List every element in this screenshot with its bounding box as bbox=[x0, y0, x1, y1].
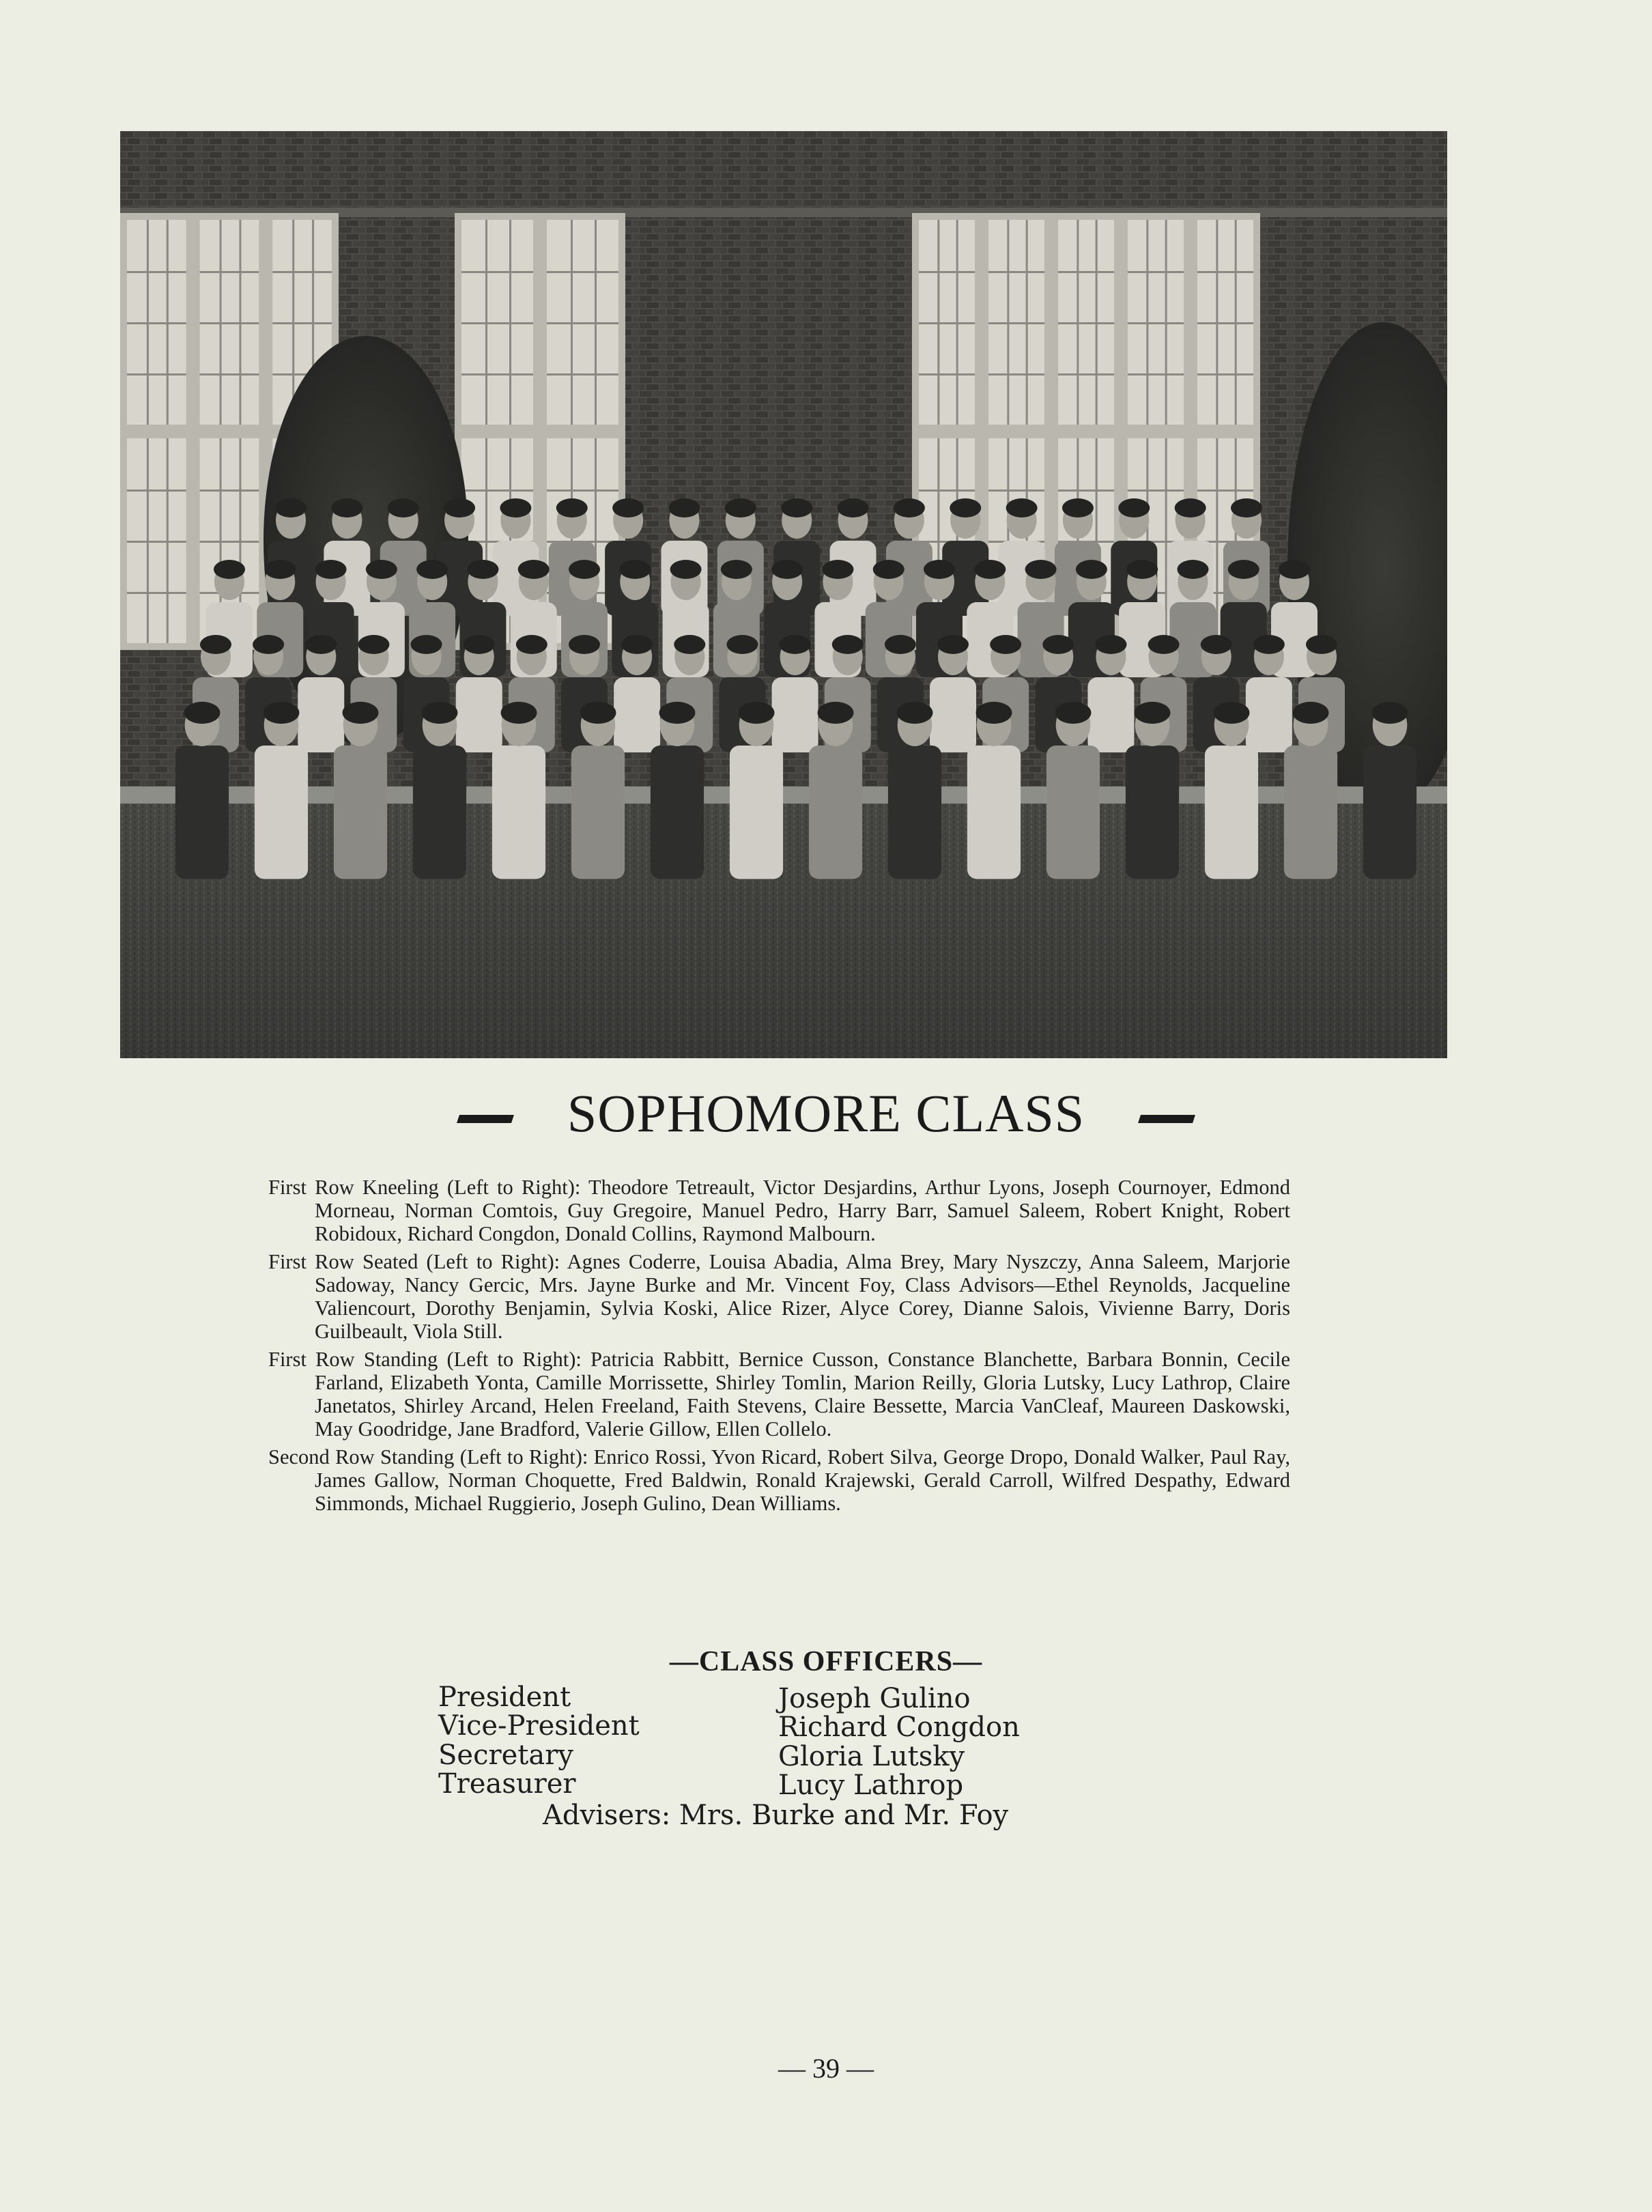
caption-first-row-kneeling: First Row Kneeling (Left to Right): Theodore Tetreault, Victor Desjardins, Arthur Lyons, Joseph Cournoyer, Edmond Morneau, Norman Comtois, Guy Gregoire, Manuel Pedro, Harry Barr, Samuel Saleem, Robert Knight, Robert Robidoux, Richard Congdon, Donald Collins, Raymond Malbourn. bbox=[268, 1176, 1290, 1245]
officer-role: Secretary bbox=[438, 1740, 573, 1771]
class-advisers: Advisers: Mrs. Burke and Mr. Foy bbox=[543, 1800, 1009, 1831]
class-photograph bbox=[120, 131, 1447, 1058]
officer-role: Treasurer bbox=[438, 1768, 576, 1800]
officer-name: Lucy Lathrop bbox=[778, 1770, 964, 1801]
officer-role: Vice-President bbox=[438, 1710, 640, 1742]
photo-caption bbox=[268, 1176, 1290, 1520]
title-dash-right bbox=[1138, 1115, 1195, 1123]
title-dash-left bbox=[457, 1115, 514, 1123]
officer-name: Joseph Gulino bbox=[778, 1683, 971, 1714]
caption-first-row-standing: First Row Standing (Left to Right): Patricia Rabbitt, Bernice Cusson, Constance Blanchette, Barbara Bonnin, Cecile Farland, Elizabeth Yonta, Camille Morrissette, Shirley Tomlin, Marion Reilly, Gloria Lutsky, Lucy Lathrop, Claire Janetatos, Shirley Arcand, Helen Freeland, Faith Stevens, Claire Bessette, Marcia VanCleaf, Maureen Daskowski, May Goodridge, Jane Bradford, Valerie Gillow, Ellen Collelo. bbox=[268, 1348, 1290, 1441]
officer-role: President bbox=[438, 1682, 571, 1713]
caption-second-row-standing: Second Row Standing (Left to Right): Enrico Rossi, Yvon Ricard, Robert Silva, George Dropo, Donald Walker, Paul Ray, James Gallow, Norman Choquette, Fred Baldwin, Ronald Krajewski, Gerald Carroll, Wilfred Despathy, Edward Simmonds, Michael Ruggierio, Joseph Gulino, Dean Williams. bbox=[268, 1445, 1290, 1515]
officer-name: Gloria Lutsky bbox=[778, 1741, 965, 1772]
class-officers-title: —CLASS OFFICERS— bbox=[669, 1646, 983, 1677]
officer-name: Richard Congdon bbox=[778, 1712, 1020, 1743]
page-number: — 39 — bbox=[778, 2053, 874, 2084]
page-title: SOPHOMORE CLASS bbox=[0, 1083, 1652, 1144]
caption-first-row-seated: First Row Seated (Left to Right): Agnes Coderre, Louisa Abadia, Alma Brey, Mary Nyszczy, Anna Saleem, Marjorie Sadoway, Nancy Gercic, Mrs. Jayne Burke and Mr. Vincent Foy, Class Advisors—Ethel Reynolds, Jacqueline Valiencourt, Dorothy Benjamin, Sylvia Koski, Alice Rizer, Alyce Corey, Dianne Salois, Vivienne Barry, Doris Guilbeault, Viola Still. bbox=[268, 1250, 1290, 1343]
